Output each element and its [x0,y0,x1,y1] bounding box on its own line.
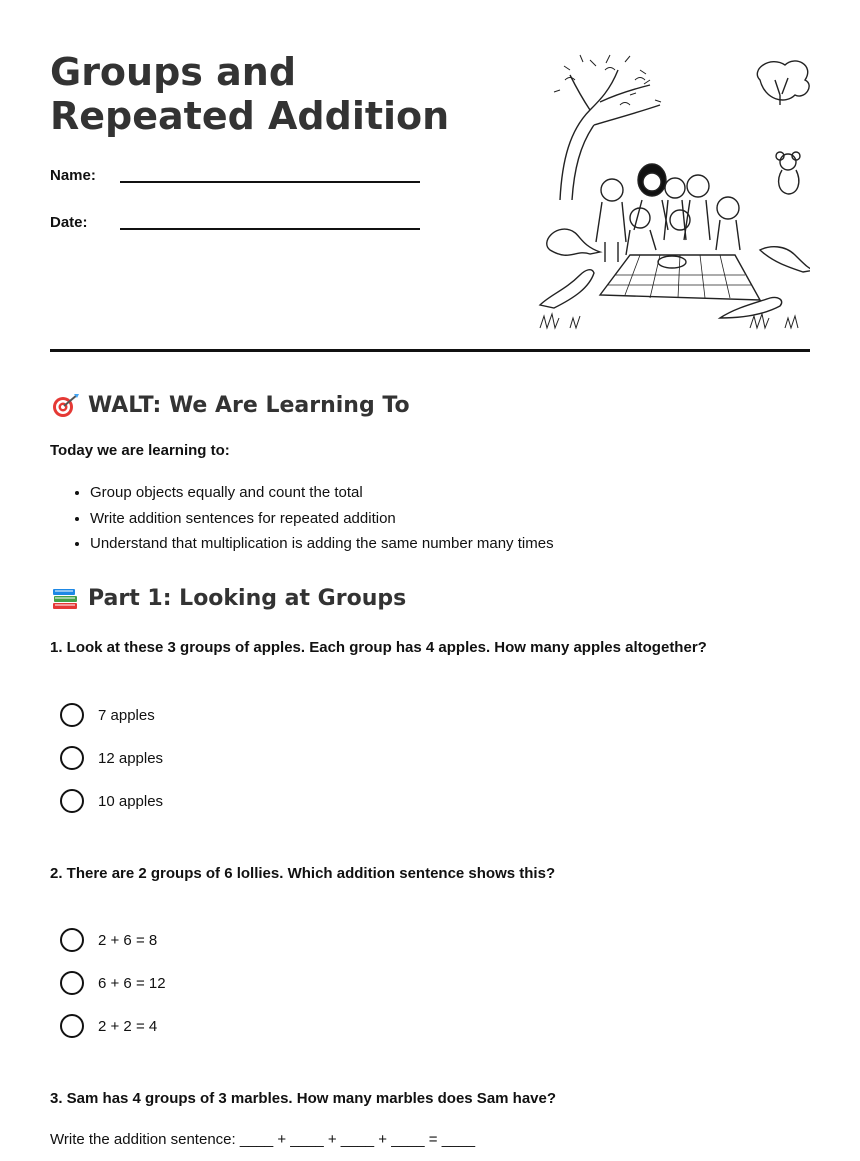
question-1-option-c[interactable] [60,789,163,813]
page-title: Groups and Repeated Addition [50,50,450,138]
option-label: 2 + 2 = 4 [98,1017,158,1035]
date-label: Date: [50,214,88,231]
walt-heading-text: WALT: We Are Learning To [88,392,410,418]
radio-button[interactable] [60,1014,84,1038]
name-write-line[interactable] [120,181,420,183]
list-item: • Write addition sentences for repeated addition [90,506,810,532]
part1-heading [50,583,406,613]
books-icon [50,585,80,611]
picnic-scene-illustration [530,50,810,332]
name-field [50,167,420,197]
radio-button[interactable] [60,746,84,770]
target-icon [50,392,80,418]
radio-button[interactable] [60,928,84,952]
walt-intro: Today we are learning to: [50,442,230,459]
list-item: • Group objects equally and count the total [90,480,810,506]
question-2: 2. There are 2 groups of 6 lollies. Which addition sentence shows this? [50,865,556,882]
question-2-option-b[interactable] [60,971,166,995]
part1-heading-text: Part 1: Looking at Groups [88,585,407,611]
worksheet-header [50,50,810,350]
option-label: 10 apples [98,792,164,810]
header-divider [50,349,810,352]
question-2-option-c[interactable] [60,1014,157,1038]
option-label: 6 + 6 = 12 [98,974,166,992]
date-write-line[interactable] [120,228,420,230]
list-item: • Understand that multiplication is adding the same number many times [90,531,810,557]
radio-button[interactable] [60,971,84,995]
question-1-option-b[interactable] [60,746,163,770]
radio-button[interactable] [60,789,84,813]
date-field [50,214,420,244]
question-2-option-a[interactable] [60,928,157,952]
learning-goals-list [50,480,810,557]
name-label: Name: [50,167,96,184]
walt-heading [50,390,410,420]
question-1: 1. Look at these 3 groups of apples. Each group has 4 apples. How many apples altogether? [50,639,707,656]
option-label: 7 apples [98,706,155,724]
option-label: 12 apples [98,749,164,767]
question-1-option-a[interactable] [60,703,155,727]
option-label: 2 + 6 = 8 [98,931,158,949]
addition-sentence-prompt[interactable]: Write the addition sentence: ____ + ____ + ____ + ____ = ____ [50,1131,476,1148]
question-3: 3. Sam has 4 groups of 3 marbles. How many marbles does Sam have? [50,1090,557,1107]
radio-button[interactable] [60,703,84,727]
